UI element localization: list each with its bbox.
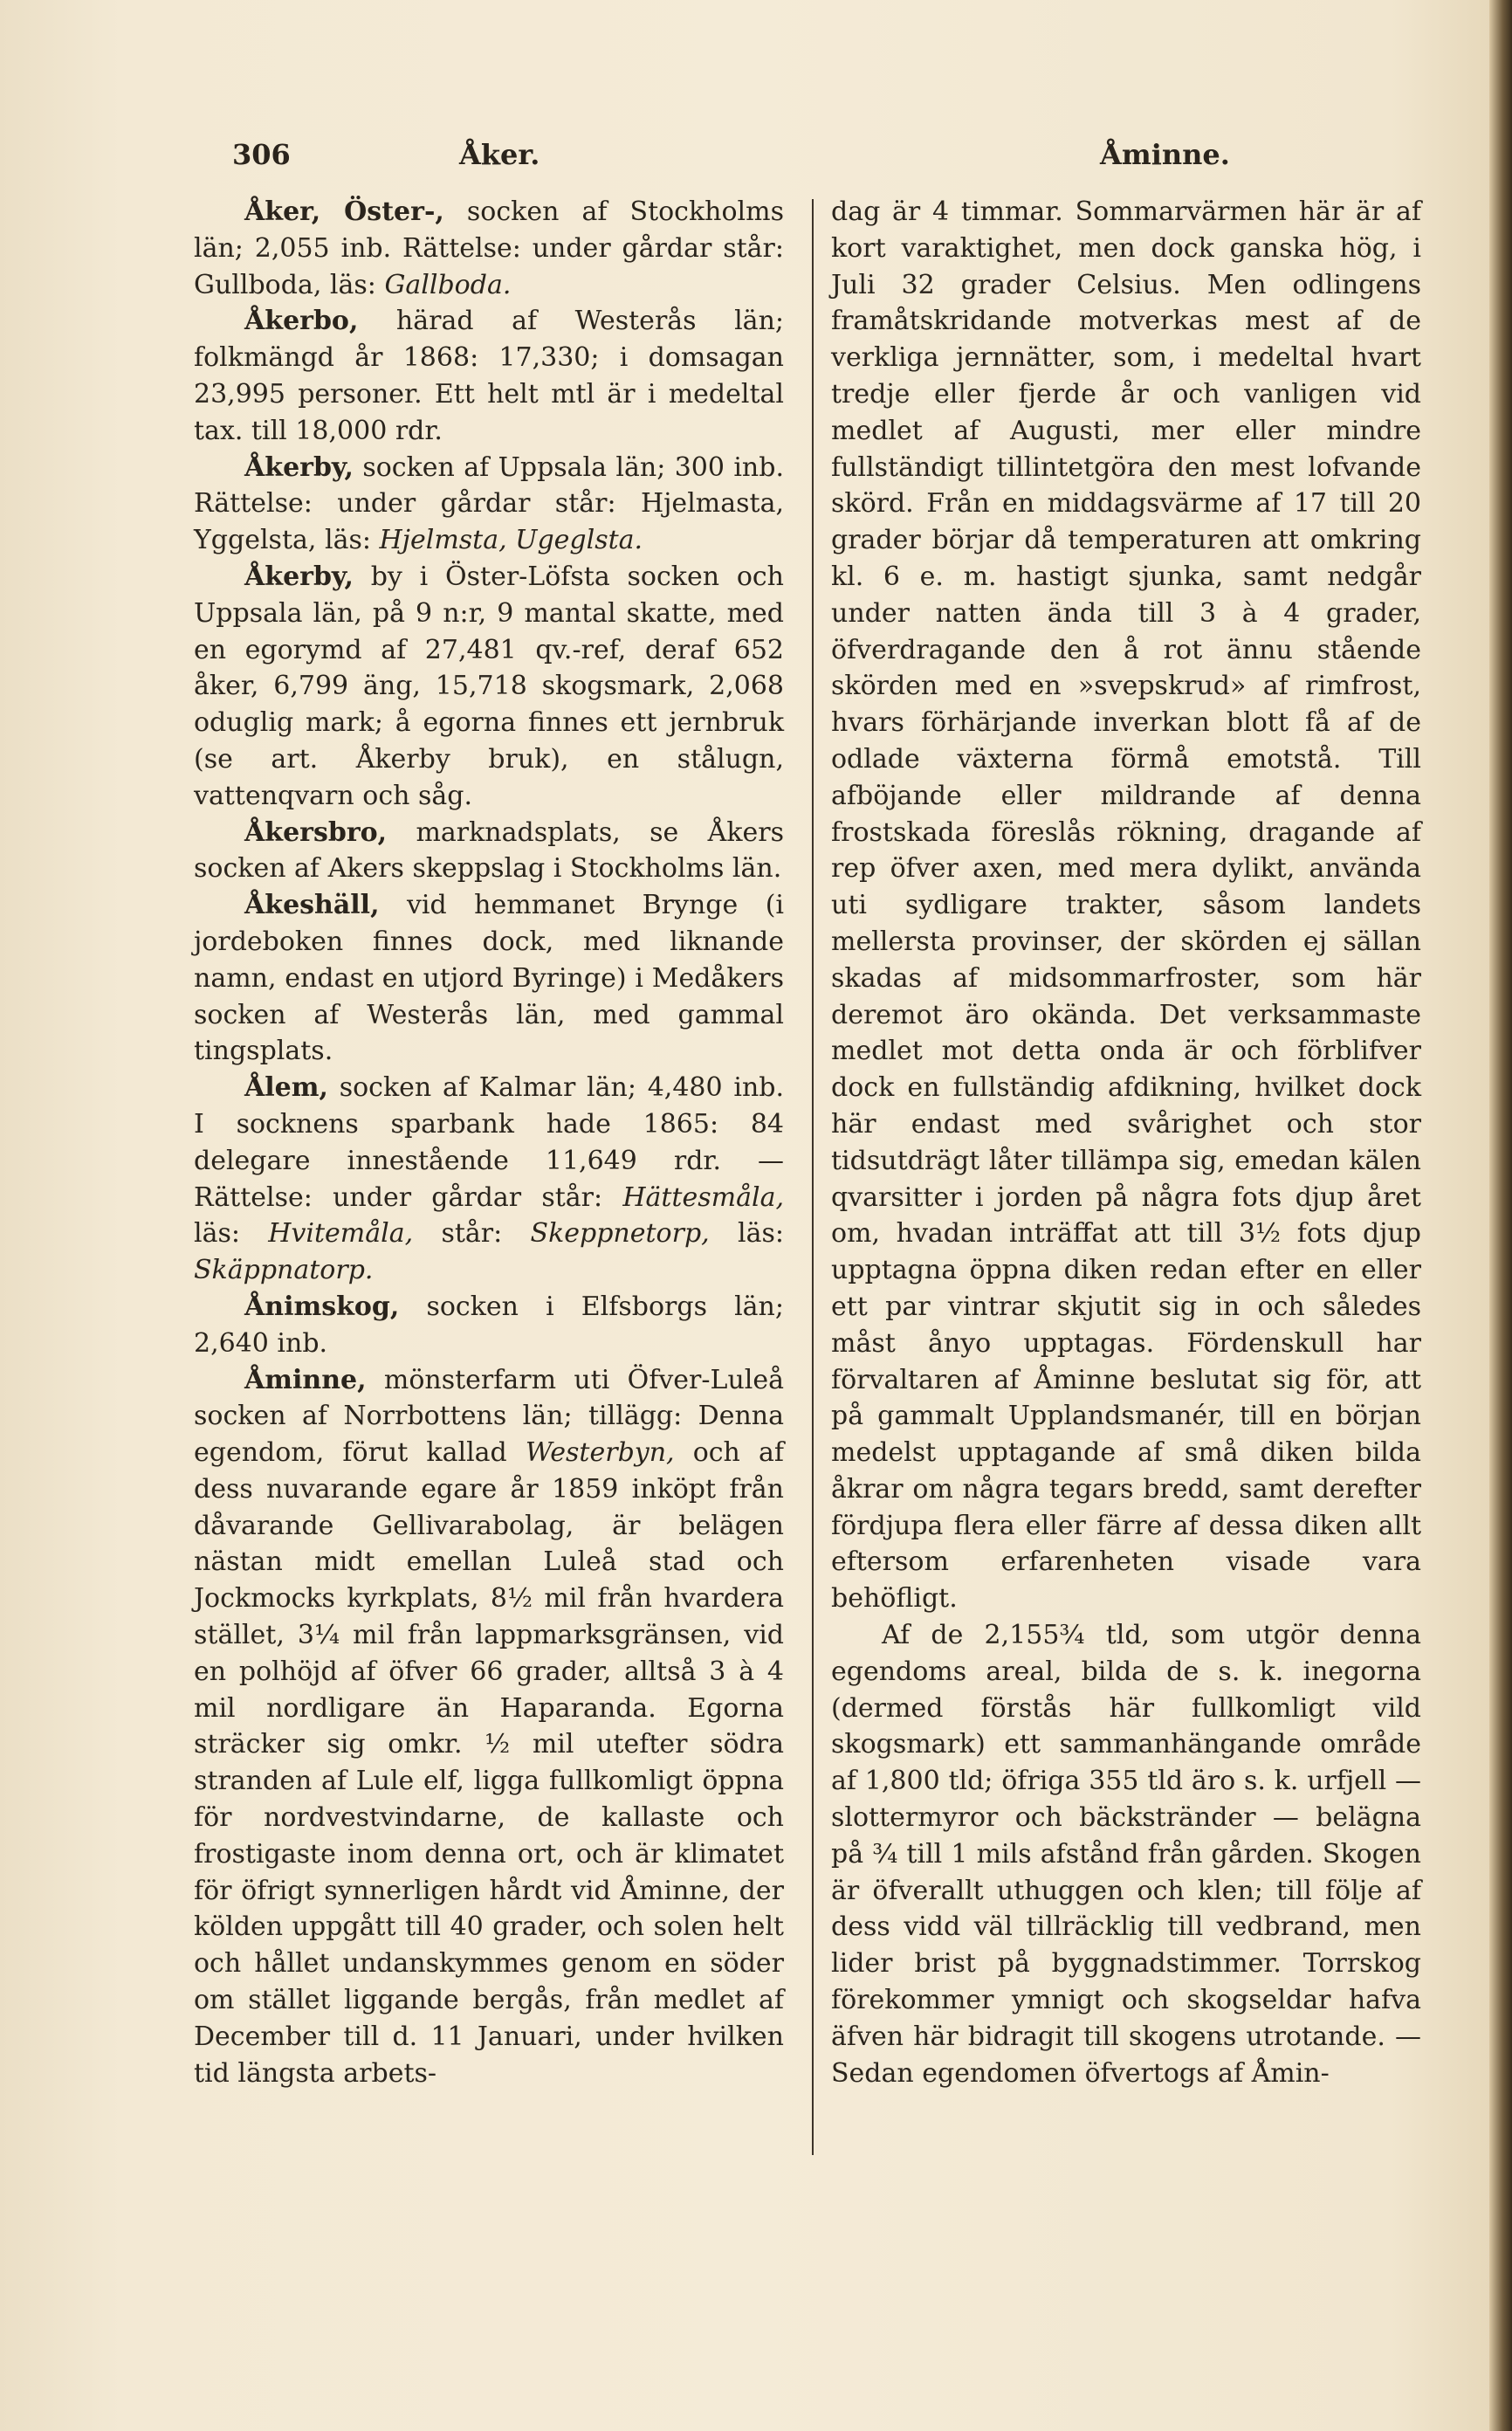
dictionary-entry <box>194 450 784 559</box>
entry-headword: Åker, Öster-, <box>244 196 444 227</box>
page-number: 306 <box>232 138 291 171</box>
entry-text: läs: <box>709 1218 784 1250</box>
entry-headword: Åminne, <box>244 1364 367 1395</box>
entry-headword: Ålem, <box>244 1072 328 1104</box>
italic-term: Hättesmåla, <box>622 1181 784 1213</box>
entry-text: by i Öster-Löfsta socken och Uppsala län, på 9 n:r, 9 mantal skatte, med en egorymd af 27,481 qv.-ref, deraf 652 åker, 6,799 äng, 15,718 skogsmark, 2,068 oduglig mark; å egorna finnes ett jernbruk (se art. Åkerby bruk), en stålugn, vattenqvarn och såg. <box>194 561 784 811</box>
dictionary-entry <box>194 559 784 815</box>
left-text-column <box>194 194 784 2091</box>
entry-text: socken af Stockholms län; 2,055 inb. Rättelse: under gårdar står: Gullboda, läs: <box>194 196 784 300</box>
dictionary-entry <box>194 1070 784 1289</box>
entry-text: Af de 2,155¾ tld, som utgör denna egendoms areal, bilda de s. k. inegorna (dermed förstås här fullkomligt vild skogsmark) ett sammanhängande område af 1,800 tld; öfriga 355 tld äro s. k. urfjell — slottermyror och bäckstränder — belägna på ¾ till 1 mils afstånd från gården. Skogen är öfverallt uthuggen och klen; till följe af dess vidd väl tillräcklig till vedbrand, men lider brist på byggnadstimmer. Torrskog förekommer ymnigt och skogseldar hafva äfven här bidragit till skogens utrotande. — Sedan egendomen öfvertogs af Åmin- <box>831 1620 1421 2089</box>
italic-term: Hvitemåla, <box>268 1218 414 1250</box>
entry-headword: Ånimskog, <box>244 1291 400 1322</box>
entry-text: står: <box>413 1218 531 1250</box>
entry-text: läs: <box>194 1218 269 1250</box>
paragraph <box>831 1617 1421 2091</box>
entry-text: och af dess nuvarande egare år 1859 inköpt från dåvarande Gellivarabolag, är belägen nästan midt emellan Luleå stad och Jockmocks kyrkplats, 8½ mil från hvardera stället, 3¼ mil från lappmarksgränsen, vid en polhöjd af öfver 66 grader, alltså 3 à 4 mil nordligare än Haparanda. Egorna sträcker sig omkr. ½ mil utefter södra stranden af Lule elf, ligga fullkomligt öppna för nordvestvindarne, de kallaste och frostigaste inom denna ort, och är klimatet för öfrigt synnerligen hårdt vid Åminne, der kölden uppgått till 40 grader, och solen helt och hållet undanskymmes genom en söder om stället liggande bergås, från medlet af December till d. 11 Januari, under hvilken tid längsta arbets- <box>194 1437 784 2089</box>
dictionary-entry <box>194 1362 784 2092</box>
entry-text: dag är 4 timmar. Sommarvärmen här är af kort varaktighet, men dock ganska hög, i Juli 32 grader Celsius. Men odlingens framåtskridande motverkas mest af de verkliga jernnätter, som, i medeltal hvart tredje eller fjerde år och vanligen vid medlet af Augusti, mer eller mindre fullständigt tillintetgöra den mest lofvande skörd. Från en middagsvärme af 17 till 20 grader börjar då temperaturen att omkring kl. 6 e. m. hastigt sjunka, samt nedgår under natten ända till 3 à 4 grader, öfverdragande den å rot ännu stående skörden med en »svepskrud» af rimfrost, hvars förhärjande inverkan blott få af de odlade växterna förmå emotstå. Till afböjande eller mildrande af denna frostskada föreslås rökning, dragande af rep öfver axen, med mera dylikt, använda uti sydligare trakter, såsom landets mellersta provinser, der skörden ej sällan skadas af midsommarfroster, som här deremot äro okända. Det verksammaste medlet mot detta onda är och förblifver dock en fullständig afdikning, hvilket dock här endast med svårighet och stor tidsutdrägt låter tillämpa sig, emedan kälen qvarsitter i jorden på några fots djup året om, hvadan inträffat att till 3½ fots djup upptagna öppna diken redan efter en eller ett par vintrar skjutit sig in och således måst ånyo upptagas. Fördenskull har förvaltaren af Åminne beslutat sig för, att på gammalt Upplandsmanér, till en början medelst upptagande af små diken bilda åkrar om några tegars bredd, samt derefter fördjupa flera eller färre af dessa diken allt eftersom erfarenheten visade vara behöfligt. <box>831 196 1421 1615</box>
dictionary-entry <box>194 887 784 1070</box>
italic-term: Hjelmsta, Ugeglsta. <box>379 525 643 556</box>
italic-term: Skäppnatorp. <box>194 1255 374 1286</box>
entry-text: mönsterfarm uti Öfver-Luleå socken af Norrbottens län; tillägg: Denna egendom, förut kallad <box>194 1364 784 1469</box>
entry-text: härad af Westerås län; folkmängd år 1868: 17,330; i domsagan 23,995 personer. Ett helt mtl är i medeltal tax. till 18,000 rdr. <box>194 306 784 446</box>
entry-text: socken af Uppsala län; 300 inb. Rättelse: under gårdar står: Hjelmasta, Yggelsta, läs: <box>194 451 784 556</box>
italic-term: Westerbyn, <box>525 1437 675 1469</box>
right-running-head: Åminne. <box>1100 138 1230 171</box>
paragraph <box>831 194 1421 1617</box>
right-text-column <box>831 194 1421 2091</box>
page-edge-shadow <box>1489 0 1512 2431</box>
dictionary-entry <box>194 194 784 303</box>
dictionary-entry <box>194 1289 784 1362</box>
entry-text: socken i Elfsborgs län; 2,640 inb. <box>194 1291 784 1359</box>
column-divider <box>812 199 814 2155</box>
entry-headword: Åkerby, <box>244 561 354 592</box>
italic-term: Skeppnetorp, <box>530 1218 710 1250</box>
entry-headword: Åkerby, <box>244 451 354 483</box>
running-header <box>183 138 1301 182</box>
entry-text: vid hemmanet Brynge (i jordeboken finnes dock, med liknande namn, endast en utjord Byringe) i Medåkers socken af Westerås län, med gammal tingsplats. <box>194 890 784 1067</box>
italic-term: Gallboda. <box>384 269 512 300</box>
entry-text: socken af Kalmar län; 4,480 inb. I socknens sparbank hade 1865: 84 delegare innestående 11,649 rdr. — Rättelse: under gårdar står: <box>194 1072 784 1213</box>
dictionary-entry <box>194 303 784 449</box>
entry-headword: Åkersbro, <box>244 816 388 848</box>
dictionary-entry <box>194 815 784 888</box>
entry-headword: Åkeshäll, <box>244 890 380 921</box>
entry-headword: Åkerbo, <box>244 306 359 337</box>
left-running-head: Åker. <box>459 138 540 171</box>
entry-text: marknadsplats, se Åkers socken af Akers skeppslag i Stockholms län. <box>194 816 784 885</box>
